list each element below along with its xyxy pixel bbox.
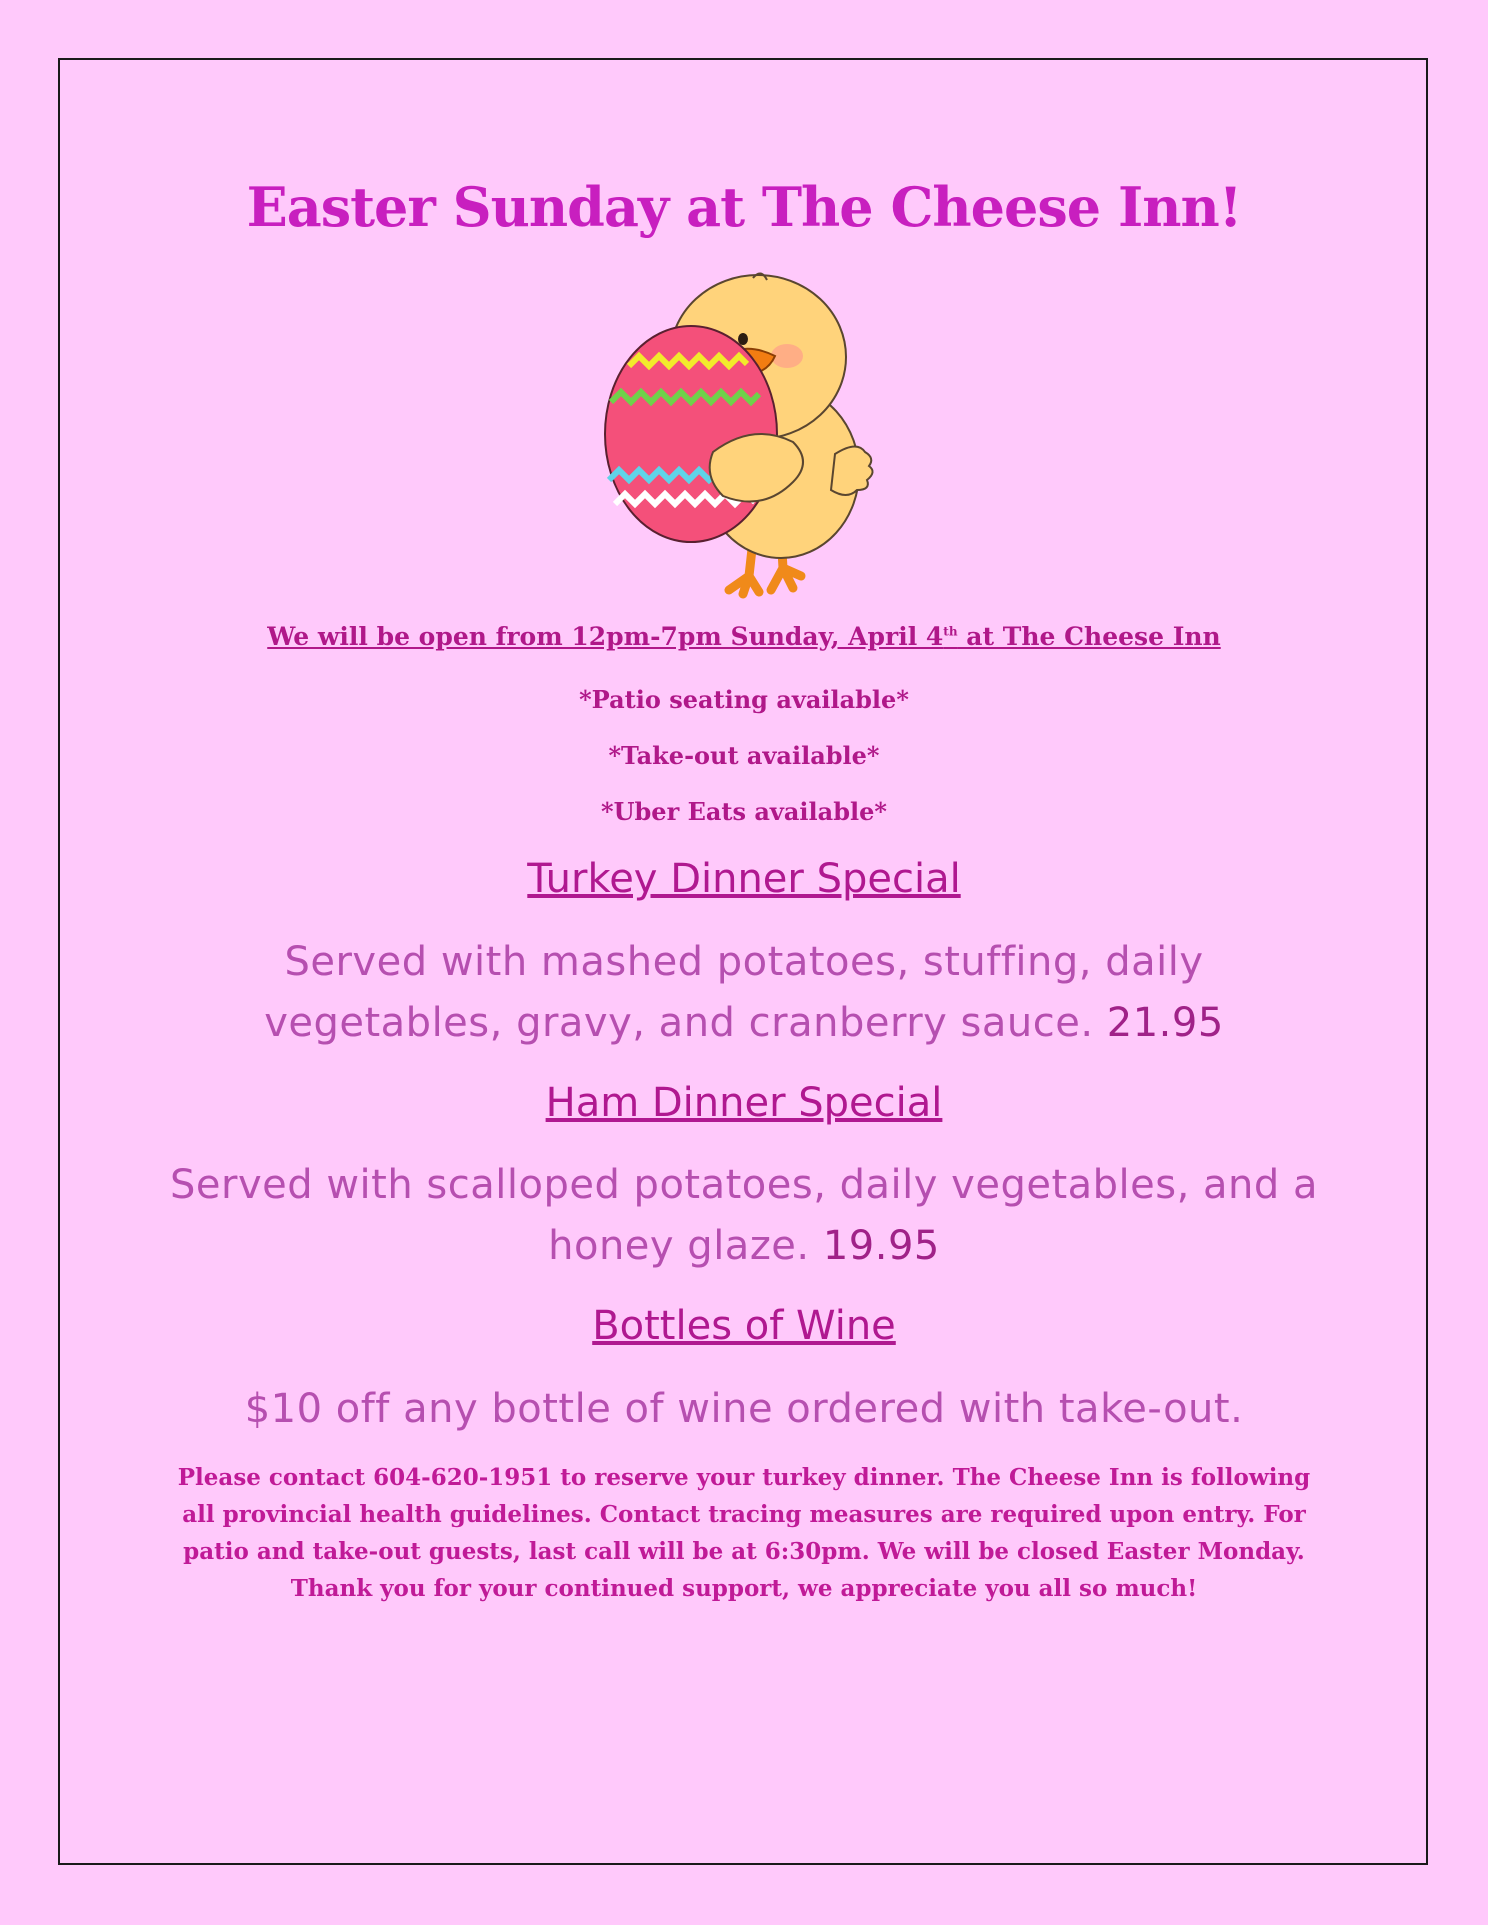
chick-holding-easter-egg-icon [603,272,893,602]
turkey-special-description: Served with mashed potatoes, stuffing, daily vegetables, gravy, and cranberry sauce. 21.95 [264,939,1224,1046]
ham-special-description: Served with scalloped potatoes, daily vegetables, and a honey glaze. 19.95 [170,1162,1319,1269]
ham-special-heading: Ham Dinner Special [545,1080,943,1126]
wine-heading: Bottles of Wine [592,1303,896,1349]
opening-hours: We will be open from 12pm-7pm Sunday, April 4th at The Cheese Inn [267,622,1221,651]
ham-special-price: 19.95 [822,1223,940,1269]
uber-eats-availability: *Uber Eats available* [601,797,887,826]
contact-notice: Please contact 604-620-1951 to reserve your turkey dinner. The Cheese Inn is following all provincial health guidelines. Contact tracing measures are required upon entry. For patio and take-out guests, last call will be at 6:30pm. We will be closed Easter Monday. Thank you for your continued support, we appreciate you all so much! [177,1464,1311,1602]
turkey-special-price: 21.95 [1106,1000,1224,1046]
takeout-availability: *Take-out available* [608,741,880,770]
wine-description: $10 off any bottle of wine ordered with take-out. [244,1386,1244,1432]
page-title: Easter Sunday at The Cheese Inn! [246,175,1242,239]
patio-availability: *Patio seating available* [579,685,909,714]
turkey-special-heading: Turkey Dinner Special [527,856,961,902]
